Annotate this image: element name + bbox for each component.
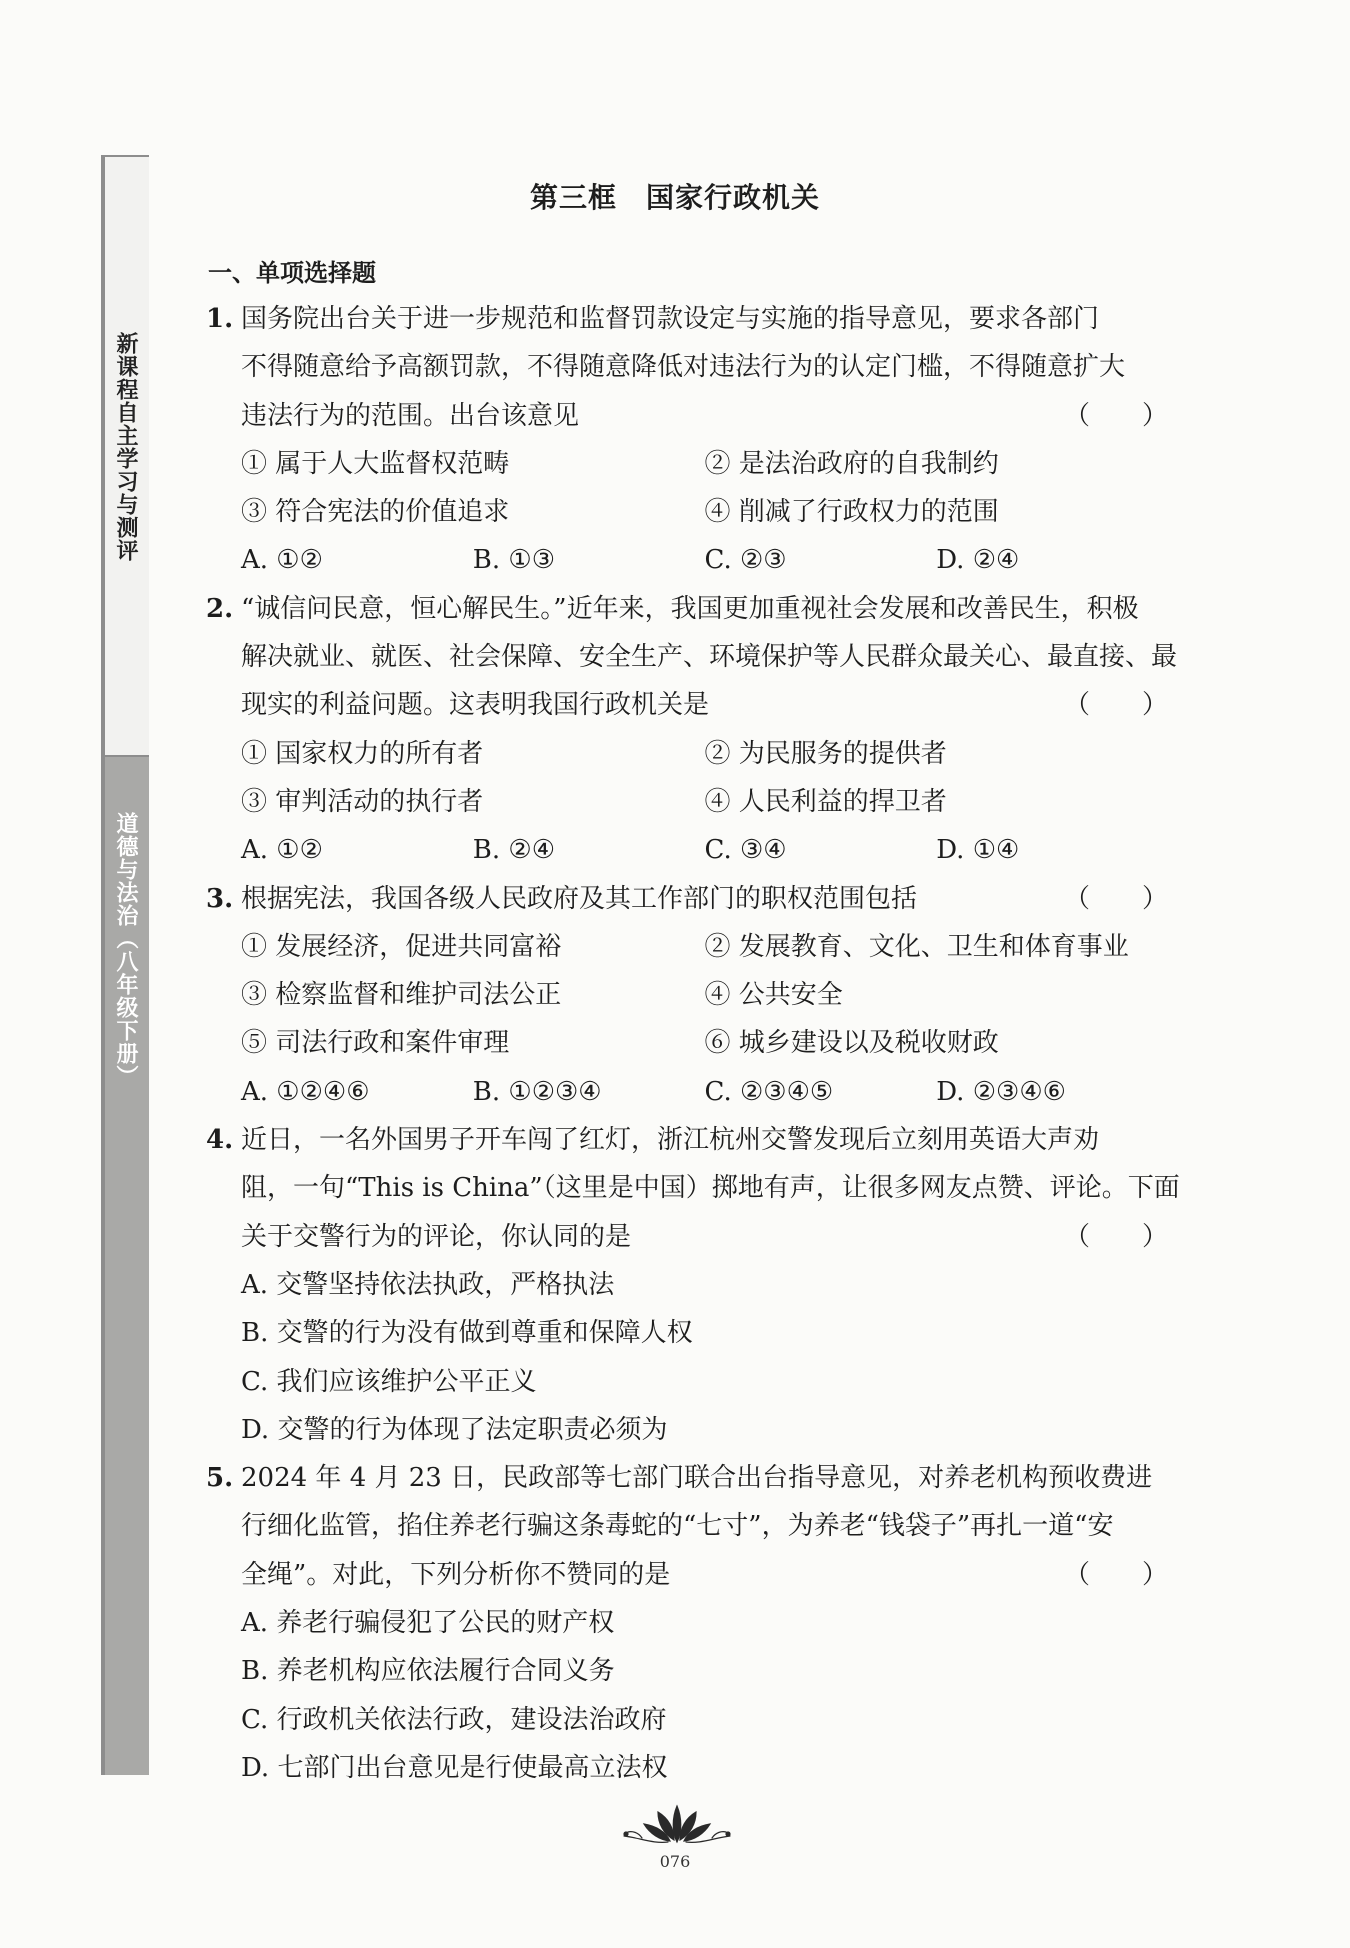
- question-2: [206, 585, 1178, 875]
- question-number: 5.: [206, 1463, 234, 1494]
- choice-c[interactable]: C. ②③④⑤: [704, 1076, 834, 1107]
- choice-c[interactable]: C. ②③: [704, 545, 787, 576]
- statement: ⑤ 司法行政和案件审理: [241, 1028, 510, 1059]
- answer-blank[interactable]: （ ）: [1063, 690, 1168, 721]
- question-number: 2.: [206, 593, 234, 624]
- question-text-line: 违法行为的范围。出台该意见: [241, 400, 580, 431]
- choice-a[interactable]: A. 养老行骗侵犯了公民的财产权: [241, 1608, 615, 1639]
- statement: ① 国家权力的所有者: [241, 738, 484, 769]
- choice-b[interactable]: B. ①③: [472, 545, 556, 576]
- question-text-line: 近日，一名外国男子开车闯了红灯，浙江杭州交警发现后立刻用英语大声劝: [241, 1125, 1100, 1156]
- question-number: 1.: [206, 304, 234, 334]
- statement: ① 发展经济，促进共同富裕: [241, 931, 562, 962]
- choice-c[interactable]: C. 行政机关依法行政，建设法治政府: [241, 1704, 667, 1735]
- question-number: 4.: [206, 1125, 234, 1156]
- choice-a[interactable]: A. ①②④⑥: [241, 1076, 370, 1107]
- question-text-line: 阻，一句“This is China”（这里是中国）掷地有声，让很多网友点赞、评论。下面: [241, 1173, 1180, 1204]
- question-text-line: “诚信问民意，恒心解民生。”近年来，我国更加重视社会发展和改善民生，积极: [241, 593, 1139, 624]
- statement: ③ 审判活动的执行者: [241, 786, 484, 817]
- sidebar-book-title: 新课程自主学习与测评: [113, 332, 138, 562]
- choice-b[interactable]: B. 交警的行为没有做到尊重和保障人权: [241, 1318, 693, 1349]
- sidebar-subject-label: 道德与法治（八年级下册）: [113, 812, 138, 1088]
- question-4: [206, 1116, 1180, 1454]
- question-text-line: 国务院出台关于进一步规范和监督罚款设定与实施的指导意见，要求各部门: [241, 304, 1100, 334]
- choice-d[interactable]: D. ②④: [936, 545, 1020, 576]
- question-text-line: 不得随意给予高额罚款，不得随意降低对违法行为的认定门槛，不得随意扩大: [241, 352, 1126, 383]
- answer-blank[interactable]: （ ）: [1063, 1559, 1168, 1590]
- choice-d[interactable]: D. ①④: [936, 835, 1020, 866]
- page-title: 第三框 国家行政机关: [529, 181, 820, 214]
- question-text-line: 全绳”。对此，下列分析你不赞同的是: [241, 1559, 671, 1590]
- page-number: 076: [659, 1852, 691, 1871]
- answer-blank[interactable]: （ ）: [1063, 883, 1168, 914]
- choice-c[interactable]: C. ③④: [704, 835, 787, 866]
- choice-a[interactable]: A. ①②: [241, 835, 323, 866]
- choice-b[interactable]: B. ①②③④: [472, 1076, 602, 1107]
- choice-a[interactable]: A. 交警坚持依法执政，严格执法: [241, 1269, 615, 1300]
- statement: ② 发展教育、文化、卫生和体育事业: [704, 931, 1129, 962]
- question-text-line: 现实的利益问题。这表明我国行政机关是: [241, 690, 710, 721]
- choice-d[interactable]: D. 交警的行为体现了法定职责必须为: [241, 1414, 668, 1445]
- choice-d[interactable]: D. ②③④⑥: [936, 1076, 1066, 1107]
- statement: ② 是法治政府的自我制约: [704, 448, 999, 479]
- statement: ② 为民服务的提供者: [704, 738, 947, 769]
- question-text-line: 行细化监管，掐住养老行骗这条毒蛇的“七寸”，为养老“钱袋子”再扎一道“安: [241, 1511, 1114, 1542]
- question-number: 3.: [206, 883, 234, 914]
- answer-blank[interactable]: （ ）: [1063, 1221, 1168, 1252]
- section-heading: 一、单项选择题: [208, 259, 376, 287]
- statement: ④ 人民利益的捍卫者: [704, 786, 947, 817]
- choice-c[interactable]: C. 我们应该维护公平正义: [241, 1366, 537, 1397]
- choice-b[interactable]: B. 养老机构应依法履行合同义务: [241, 1656, 615, 1687]
- choice-b[interactable]: B. ②④: [472, 835, 556, 866]
- question-text-line: 关于交警行为的评论，你认同的是: [241, 1221, 632, 1252]
- question-text-line: 解决就业、就医、社会保障、安全生产、环境保护等人民群众最关心、最直接、最: [241, 642, 1178, 673]
- question-3: [206, 875, 1168, 1116]
- statement: ③ 符合宪法的价值追求: [241, 497, 510, 528]
- choice-a[interactable]: A. ①②: [241, 545, 323, 576]
- floral-ornament-icon: [612, 1804, 742, 1844]
- question-1: [206, 295, 1168, 585]
- question-text-line: 根据宪法，我国各级人民政府及其工作部门的职权范围包括: [241, 883, 918, 914]
- statement: ③ 检察监督和维护司法公正: [241, 980, 562, 1011]
- question-list: [206, 295, 1180, 1792]
- statement: ④ 削减了行政权力的范围: [704, 497, 999, 528]
- statement: ⑥ 城乡建设以及税收财政: [704, 1028, 999, 1059]
- answer-blank[interactable]: （ ）: [1063, 400, 1168, 431]
- choice-d[interactable]: D. 七部门出台意见是行使最高立法权: [241, 1752, 668, 1783]
- statement: ④ 公共安全: [704, 980, 843, 1011]
- statement: ① 属于人大监督权范畴: [241, 448, 510, 479]
- question-5: [206, 1454, 1168, 1792]
- question-text-line: 2024 年 4 月 23 日，民政部等七部门联合出台指导意见，对养老机构预收费进: [241, 1463, 1153, 1494]
